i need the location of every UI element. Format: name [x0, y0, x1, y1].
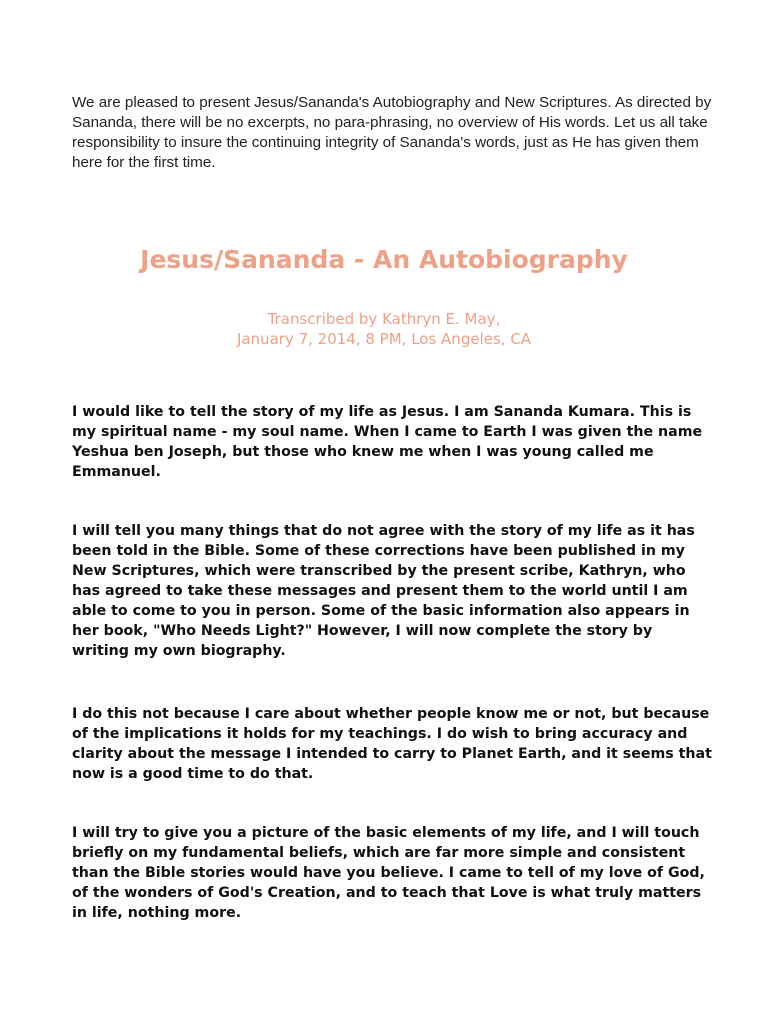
body-paragraph-2: I will tell you many things that do not agree with the story of my life as it has been told in the Bible. Some of these corrections have been published in my New Scriptures, which were transcribed by the present scribe, Kathryn, who has agreed to take these messages and present them to the world until I am able to come to you in person. Some of the basic information also appears in her book, "Who Needs Light?" However, I will now complete the story by writing my own biography.: [72, 523, 695, 659]
byline-date-location: January 7, 2014, 8 PM, Los Angeles, CA: [236, 330, 532, 348]
byline: [0, 309, 768, 349]
byline-transcriber: Transcribed by Kathryn E. May,: [267, 310, 501, 328]
page-title: Jesus/Sananda - An Autobiography: [140, 245, 628, 274]
body-paragraph-3: I do this not because I care about whether people know me or not, but because of the implications it holds for my teachings. I do wish to bring accuracy and clarity about the message I intended to carry to Planet Earth, and it seems that now is a good time to do that.: [72, 706, 712, 782]
body-paragraph-4: I will try to give you a picture of the basic elements of my life, and I will touch briefly on my fundamental beliefs, which are far more simple and consistent than the Bible stories would have you believe. I came to tell of my love of God, of the wonders of God's Creation, and to teach that Love is what truly matters in life, nothing more.: [72, 825, 705, 921]
body-paragraph-1: I would like to tell the story of my life as Jesus. I am Sananda Kumara. This is my spiritual name - my soul name. When I came to Earth I was given the name Yeshua ben Joseph, but those who knew me when I was young called me Emmanuel.: [72, 404, 703, 480]
intro-paragraph: We are pleased to present Jesus/Sananda's Autobiography and New Scriptures. As directed by Sananda, there will be no excerpts, no para-phrasing, no overview of His words. Let us all take responsibility to insure the continuing integrity of Sananda's words, just as He has given them here for the first time.: [72, 94, 712, 171]
